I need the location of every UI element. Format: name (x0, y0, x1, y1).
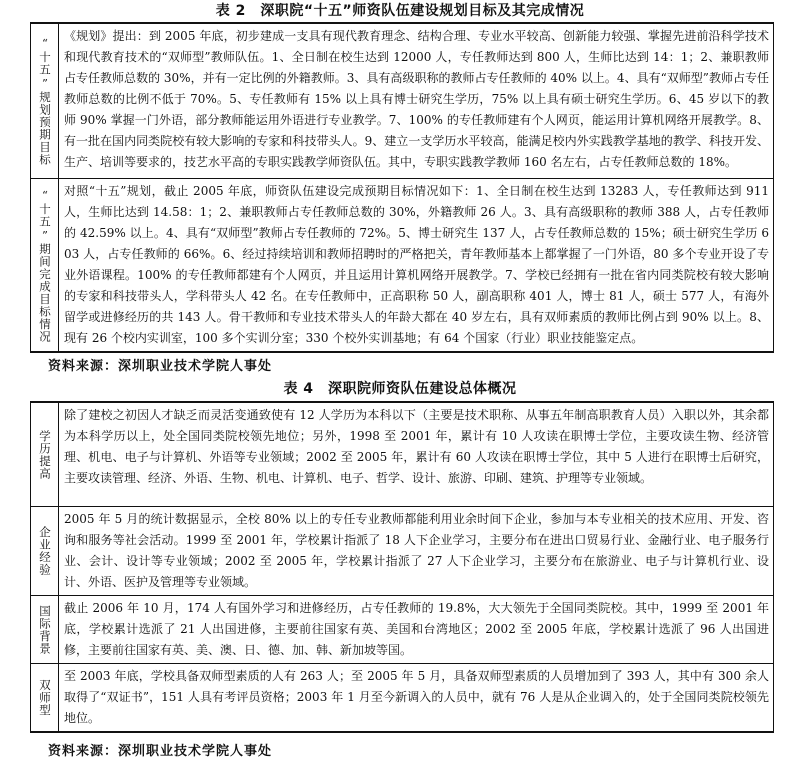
row-body: 至 2003 年底，学校具备双师型素质的人有 263 人；至 2005 年 5 月，具备双师型素质的人员增加到了 393 人，其中有 300 余人取得了“双证书”，151 人具有考评员资格；2003 年 1 月至今新调入的人员中，就有 76 人是从企业调入的，处于全国同类院校领先地位。 (59, 664, 774, 733)
table4-title: 表 4 深职院师资队伍建设总体概况 (283, 381, 517, 397)
table4 (30, 401, 774, 733)
row-header: “十五”期间完成目标情况 (31, 179, 59, 353)
table2-title: 表 2 深职院“十五”师资队伍建设规划目标及其完成情况 (215, 3, 585, 19)
row-body: 除了建校之初因人才缺乏而灵活变通致使有 12 人学历为本科以下（主要是技术职称、从事五年制高职教育人员）入职以外，其余都为本科学历以上，处全国同类院校领先地位；另外，1998 至 2001 年，累计有 10 人攻读在职博士学位，主要攻读生物、经济管理、机电、电子与计算机、外语等专业领域；2002 至 2005 年，累计有 60 人攻读在职博士学位，其中 5 人进行在职博士后研究，主要攻读管理、经济、外语、生物、机电、计算机、电子、哲学、设计、旅游、印刷、建筑、护理等专业领域。 (59, 402, 774, 507)
row-body: 《规划》提出：到 2005 年底，初步建成一支具有现代教育理念、结构合理、专业水平较高、创新能力较强、掌握先进前沿科学技术和现代教育技术的“双师型”教师队伍。1、全日制在校生达到 12000 人，专任教师达到 800 人，生师比达到 14：1；2、兼职教师占专任教师总数的 30%，并有一定比例的外籍教师。3、具有高级职称的教师占专任教师的 40% 以上。4、具有“双师型”教师占专任教师总数的比例不低于 70%。5、专任教师有 15% 以上具有博士研究生学历，75% 以上具有硕士研究生学历。6、45 岁以下的教师 90% 掌握一门外语，部分教师能运用外语进行专业教学。7、100% 的专任教师建有个人网页，能运用计算机网络开展教学。8、有一批在国内同类院校有较大影响的专家和科技带头人。9、建立一支学历水平较高，能满足校内外实践教学基地的教学、科技开发、生产、培训等要求的，技艺水平高的专职实践教学师资队伍。其中，专职实践教学教师 160 名左右，占专任教师总数的 18%。 (59, 23, 774, 179)
row-header: “十五”规划预期目标 (31, 23, 59, 179)
row-body: 截止 2006 年 10 月，174 人有国外学习和进修经历，占专任教师的 19.8%，大大领先于全国同类院校。其中，1999 至 2001 年底，学校累计选派了 21 人出国进修，主要前往国家有英、美国和台湾地区；2002 至 2005 年底，学校累计选派了 96 人出国进修，主要前往国家有英、美、澳、日、德、加、韩、新加坡等国。 (59, 596, 774, 664)
table-row (31, 664, 774, 733)
row-header: 国际背景 (31, 596, 59, 664)
row-header: 双师型 (31, 664, 59, 733)
table-row (31, 596, 774, 664)
row-body: 2005 年 5 月的统计数据显示，全校 80% 以上的专任专业教师都能利用业余时间下企业，参加与本专业相关的技术应用、开发、咨询和服务等社会活动。1999 至 2001 年，学校累计指派了 18 人下企业学习，主要分布在进出口贸易行业、金融行业、电子服务行业、会计、设计等专业领域；2002 至 2005 年，学校累计指派了 27 人下企业学习，主要分布在旅游业、电子与计算机行业、设计、外语、医护及管理等专业领域。 (59, 507, 774, 596)
table-row (31, 23, 774, 179)
table-row (31, 179, 774, 353)
table-row (31, 507, 774, 596)
table2-source: 资料来源：深圳职业技术学院人事处 (48, 359, 273, 374)
row-header: 学历提高 (31, 402, 59, 507)
table-row (31, 402, 774, 507)
row-body: 对照“十五”规划，截止 2005 年底，师资队伍建设完成预期目标情况如下：1、全日制在校生达到 13283 人，专任教师达到 911 人，生师比达到 14.58：1；2、兼职教师占专任教师总数的 30%，外籍教师 26 人。3、具有高级职称的教师 388 人，占专任教师的 42.59% 以上。4、具有“双师型”教师占专任教师的 72%。5、博士研究生 137 人，占专任教师总数的 15%；硕士研究生学历 603 人，占专任教师的 66%。6、经过持续培训和教师招聘时的严格把关，青年教师基本上都掌握了一门外语，80 多个专业开设了专业外语课程。100% 的专任教师都建有个人网页，并且运用计算机网络开展教学。7、学校已经拥有一批在省内同类院校有较大影响的专家和科技带头人，学科带头人 42 名。在专任教师中，正高职称 50 人，副高职称 401 人，博士 81 人，硕士 577 人，有海外留学或进修经历的共 143 人。骨干教师和专业技术带头人的年龄大都在 40 岁左右，具有双师素质的教师比例占到 90% 以上。8、现有 26 个校内实训室，100 多个实训分室；330 个校外实训基地；有 64 个国家（行业）职业技能鉴定点。 (59, 179, 774, 353)
table2 (30, 22, 774, 353)
row-header: 企业经验 (31, 507, 59, 596)
table4-source: 资料来源：深圳职业技术学院人事处 (48, 744, 273, 759)
